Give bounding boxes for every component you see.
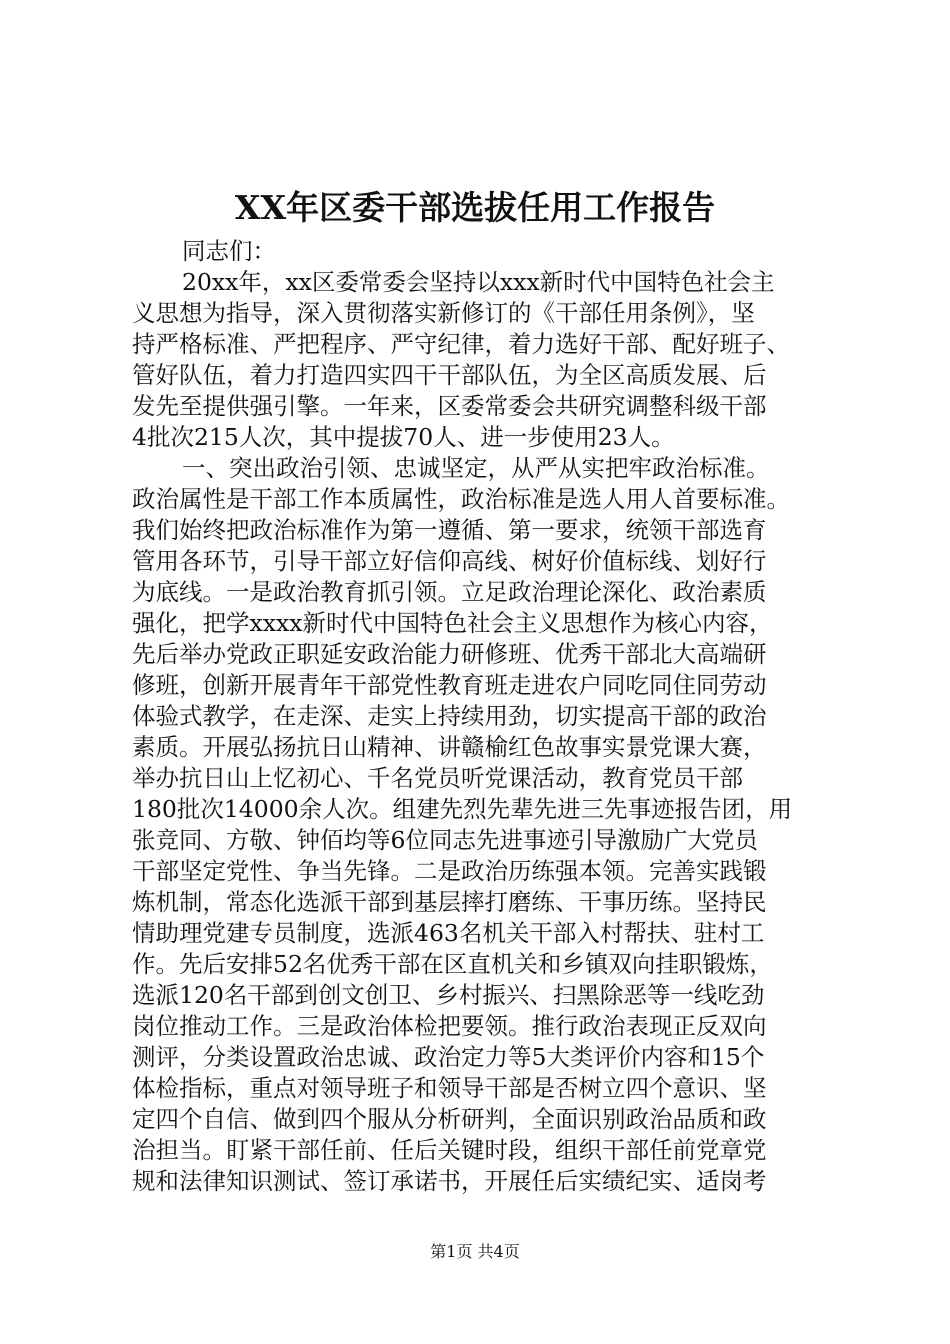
paragraph-line: 举办抗日山上忆初心、千名党员听党课活动，教育党员干部 (132, 764, 743, 792)
paragraph-line: 张竞同、方敬、钟佰均等6位同志先进事迹引导激励广大党员 (132, 826, 758, 854)
paragraph-line: 体检指标，重点对领导班子和领导干部是否树立四个意识、坚 (132, 1074, 767, 1102)
paragraph-line: 作。先后安排52名优秀干部在区直机关和乡镇双向挂职锻炼， (132, 950, 773, 978)
paragraph-line: 管用各环节，引导干部立好信仰高线、树好价值标线、划好行 (132, 547, 767, 575)
salutation: 同志们： (182, 237, 276, 265)
paragraph-line: 持严格标准、严把程序、严守纪律，着力选好干部、配好班子、 (132, 330, 790, 358)
paragraph-line: 修班，创新开展青年干部党性教育班走进农户同吃同住同劳动 (132, 671, 767, 699)
paragraph-line: 规和法律知识测试、签订承诺书，开展任后实绩纪实、适岗考 (132, 1167, 767, 1195)
paragraph-line: 情助理党建专员制度，选派463名机关干部入村帮扶、驻村工 (132, 919, 765, 947)
paragraph-line: 定四个自信、做到四个服从分析研判，全面识别政治品质和政 (132, 1105, 767, 1133)
paragraph-line: 测评，分类设置政治忠诚、政治定力等5大类评价内容和15个 (132, 1043, 765, 1071)
paragraph-line: 治担当。盯紧干部任前、任后关键时段，组织干部任前党章党 (132, 1136, 767, 1164)
paragraph-line: 岗位推动工作。三是政治体检把要领。推行政治表现正反双向 (132, 1012, 767, 1040)
paragraph-line: 先后举办党政正职延安政治能力研修班、优秀干部北大高端研 (132, 640, 767, 668)
paragraph-line: 干部坚定党性、争当先锋。二是政治历练强本领。完善实践锻 (132, 857, 767, 885)
document-title: XX年区委干部选拔任用工作报告 (234, 188, 716, 227)
paragraph-line: 义思想为指导，深入贯彻落实新修订的《干部任用条例》，坚 (132, 299, 755, 327)
paragraph-line: 体验式教学，在走深、走实上持续用劲，切实提高干部的政治 (132, 702, 767, 730)
document-body (132, 236, 832, 1197)
paragraph-line: 我们始终把政治标准作为第一遵循、第一要求，统领干部选育 (132, 516, 767, 544)
paragraph-line: 发先至提供强引擎。一年来，区委常委会共研究调整科级干部 (132, 392, 767, 420)
paragraph-line: 180批次14000余人次。组建先烈先辈先进三先事迹报告团，用 (132, 795, 793, 823)
page-number-footer: 第1页 共4页 (430, 1242, 520, 1261)
paragraph-line: 素质。开展弘扬抗日山精神、讲赣榆红色故事实景党课大赛， (132, 733, 767, 761)
paragraph-line: 管好队伍，着力打造四实四干干部队伍，为全区高质发展、后 (132, 361, 767, 389)
paragraph-line: 选派120名干部到创文创卫、乡村振兴、扫黑除恶等一线吃劲 (132, 981, 765, 1009)
paragraph-line: 为底线。一是政治教育抓引领。立足政治理论深化、政治素质 (132, 578, 767, 606)
paragraph-line: 政治属性是干部工作本质属性，政治标准是选人用人首要标准。 (132, 485, 790, 513)
paragraph-line: 炼机制，常态化选派干部到基层摔打磨练、干事历练。坚持民 (132, 888, 767, 916)
section-heading-line: 一、突出政治引领、忠诚坚定，从严从实把牢政治标准。 (182, 454, 770, 482)
paragraph-line: 强化，把学xxxx新时代中国特色社会主义思想作为核心内容， (132, 609, 773, 637)
paragraph-line: 20xx年，xx区委常委会坚持以xxx新时代中国特色社会主 (182, 268, 775, 296)
paragraph-line: 4批次215人次，其中提拔70人、进一步使用23人。 (132, 423, 675, 451)
